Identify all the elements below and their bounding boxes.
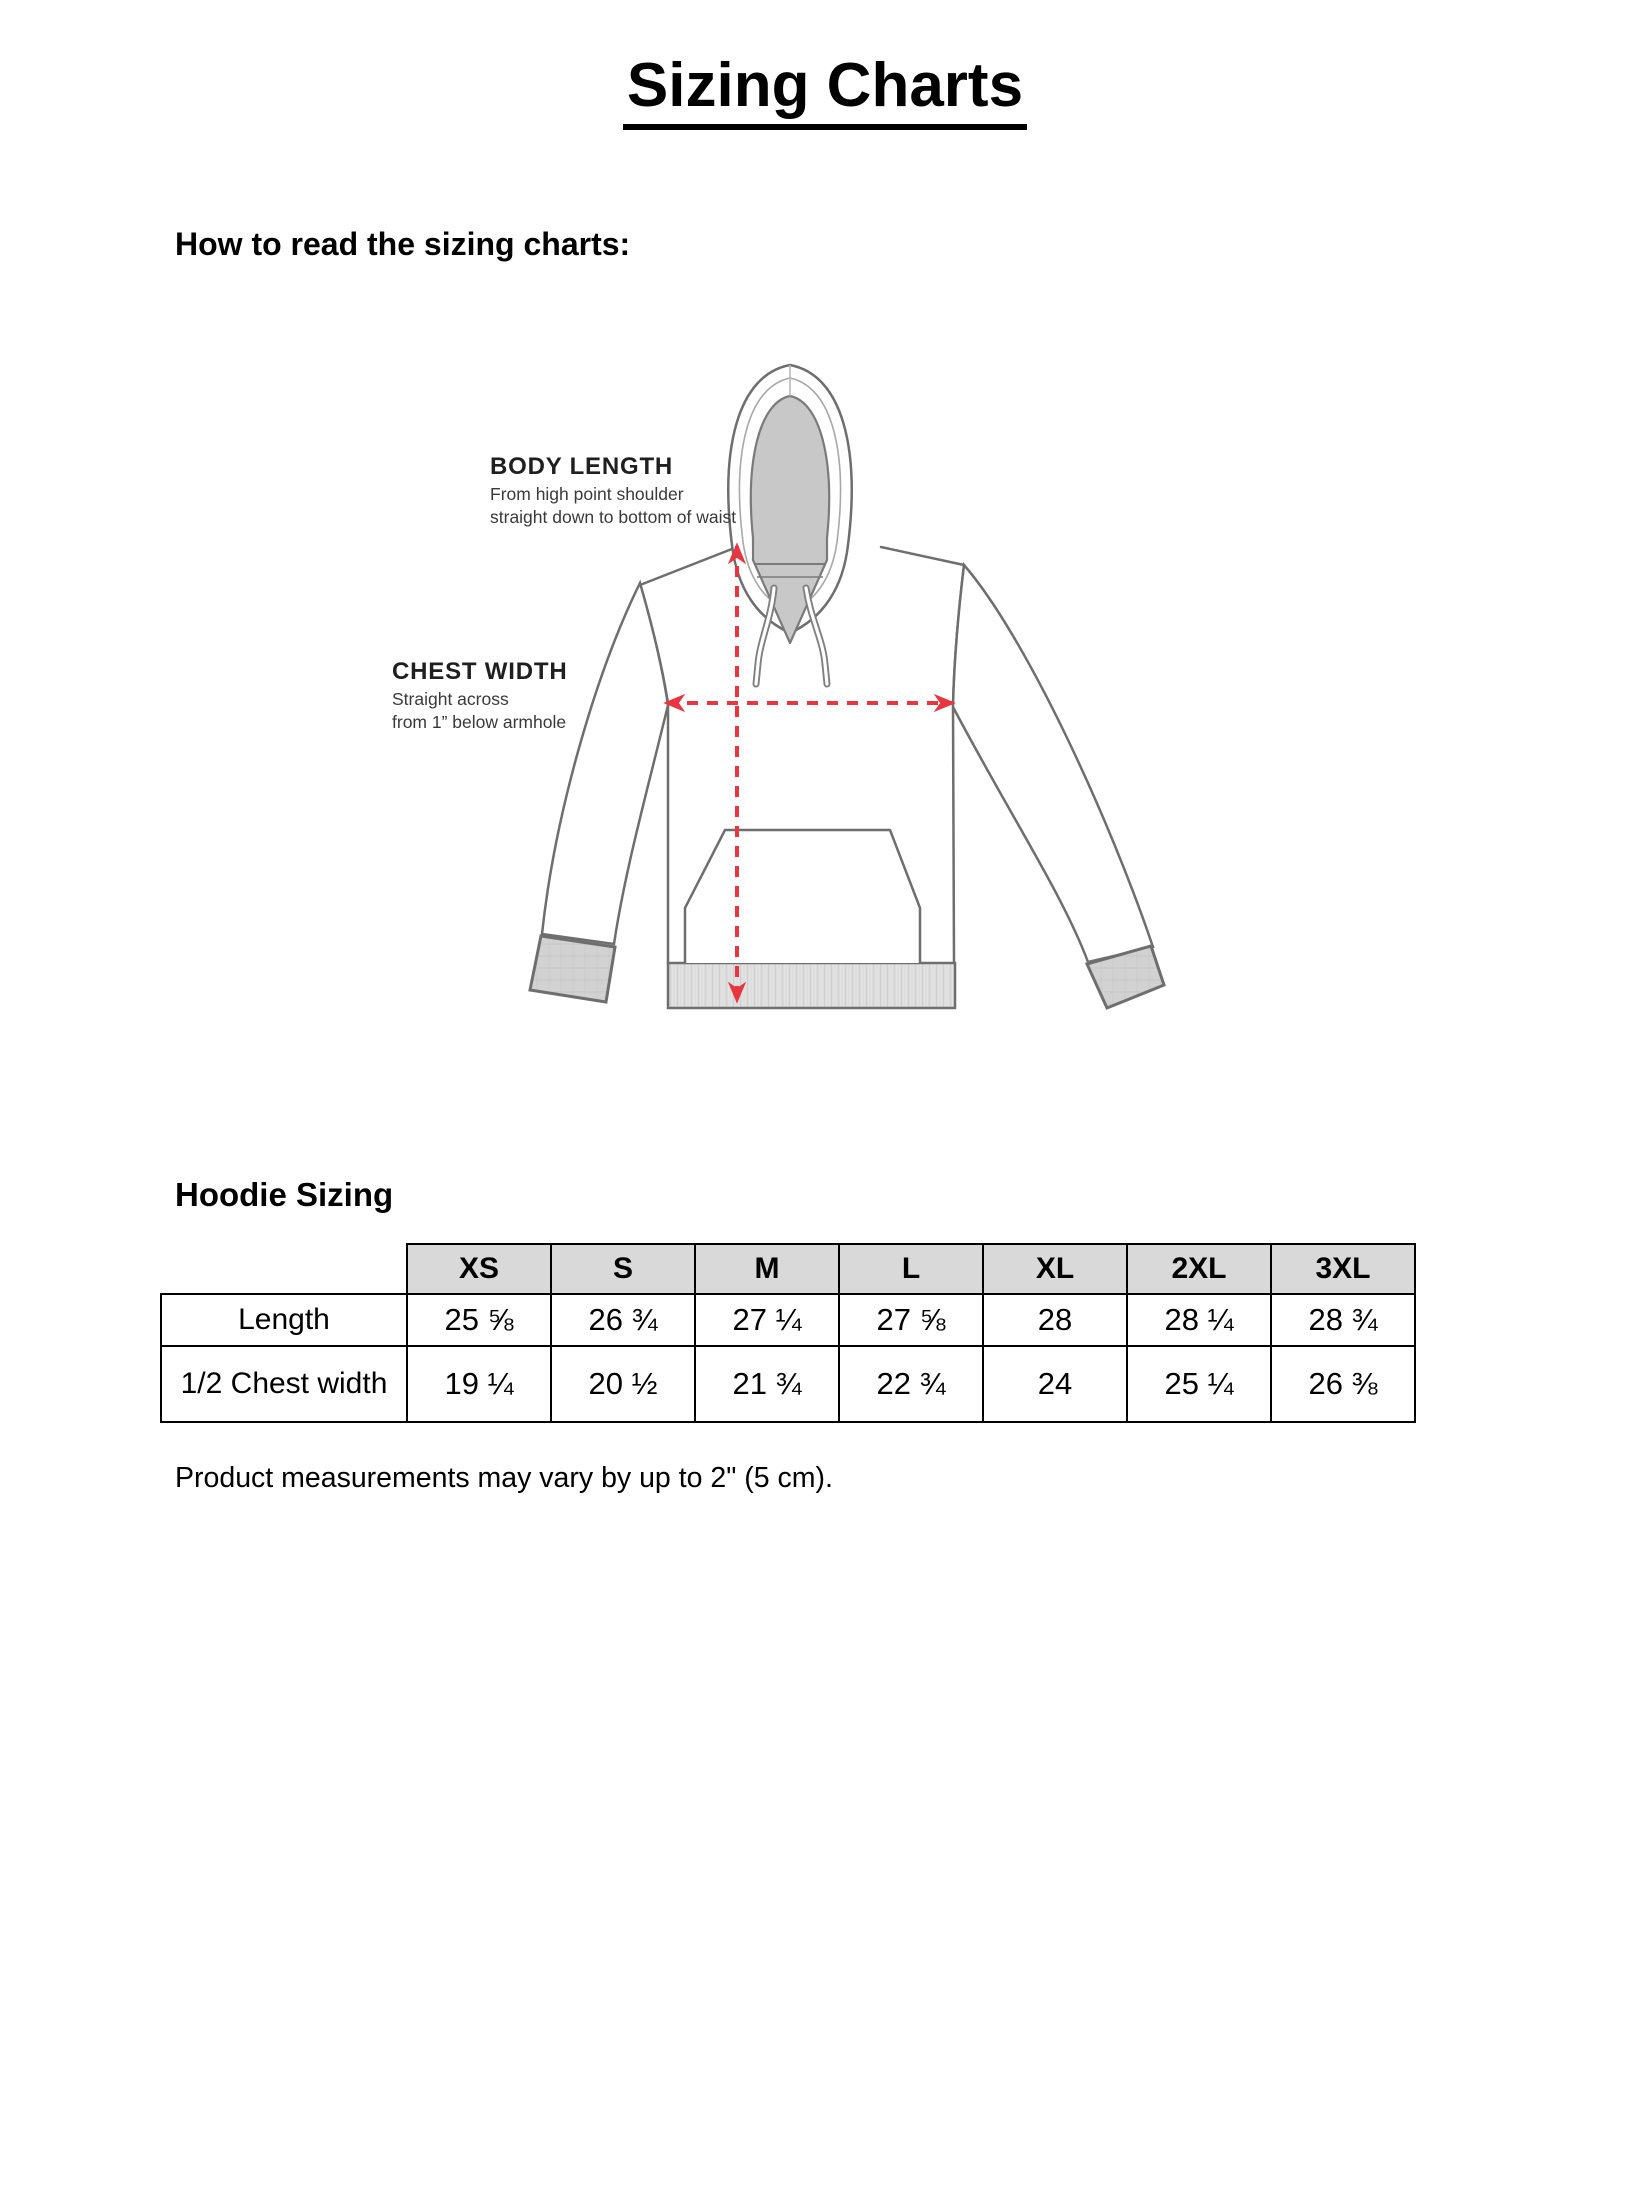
table-cell: 26 ⅜ <box>1271 1346 1415 1422</box>
hood <box>728 365 851 643</box>
size-column-header-m: M <box>695 1244 839 1294</box>
body-length-desc-line-1: From high point shoulder <box>490 484 684 504</box>
hoodie-measurement-diagram <box>375 350 1175 1020</box>
table-row-chest-width <box>161 1346 1415 1422</box>
measurement-disclaimer: Product measurements may vary by up to 2" (5 cm). <box>175 1462 833 1494</box>
chest-width-desc-line-2: from 1” below armhole <box>392 711 567 732</box>
table-cell: 22 ¾ <box>839 1346 983 1422</box>
section-heading-how-to-read: How to read the sizing charts: <box>175 226 631 262</box>
table-cell: 28 <box>983 1294 1127 1346</box>
table-cell: 27 ¼ <box>695 1294 839 1346</box>
table-cell: 20 ½ <box>551 1346 695 1422</box>
chest-width-annotation <box>392 658 567 734</box>
table-cell: 27 ⅝ <box>839 1294 983 1346</box>
table-corner-cell <box>161 1244 407 1294</box>
right-sleeve <box>953 565 1153 962</box>
table-cell: 25 ⅝ <box>407 1294 551 1346</box>
body-length-desc-line-2: straight down to bottom of waist <box>490 506 737 527</box>
table-cell: 28 ¾ <box>1271 1294 1415 1346</box>
left-sleeve <box>542 583 668 944</box>
hoodie-sizing-table <box>160 1243 1416 1423</box>
size-column-header-s: S <box>551 1244 695 1294</box>
chest-width-label: CHEST WIDTH <box>392 658 568 685</box>
size-column-header-l: L <box>839 1244 983 1294</box>
row-label-chest-width: 1/2 Chest width <box>161 1346 407 1422</box>
table-cell: 21 ¾ <box>695 1346 839 1422</box>
table-cell: 26 ¾ <box>551 1294 695 1346</box>
table-cell: 25 ¼ <box>1127 1346 1271 1422</box>
table-cell: 24 <box>983 1346 1127 1422</box>
size-column-header-xs: XS <box>407 1244 551 1294</box>
section-heading-hoodie-sizing: Hoodie Sizing <box>175 1176 394 1213</box>
body-length-label: BODY LENGTH <box>490 453 674 480</box>
size-column-header-3xl: 3XL <box>1271 1244 1415 1294</box>
table-cell: 28 ¼ <box>1127 1294 1271 1346</box>
body-length-annotation <box>490 453 736 529</box>
size-column-header-xl: XL <box>983 1244 1127 1294</box>
row-label-length: Length <box>161 1294 407 1346</box>
chest-width-desc-line-1: Straight across <box>392 689 509 709</box>
size-column-header-2xl: 2XL <box>1127 1244 1271 1294</box>
page-title: Sizing Charts <box>623 52 1027 130</box>
title-row <box>0 52 1650 130</box>
kangaroo-pocket <box>685 830 920 963</box>
left-cuff <box>530 936 615 1002</box>
size-header-row <box>161 1244 1415 1294</box>
waistband <box>668 963 955 1008</box>
table-cell: 19 ¼ <box>407 1346 551 1422</box>
table-row-length <box>161 1294 1415 1346</box>
